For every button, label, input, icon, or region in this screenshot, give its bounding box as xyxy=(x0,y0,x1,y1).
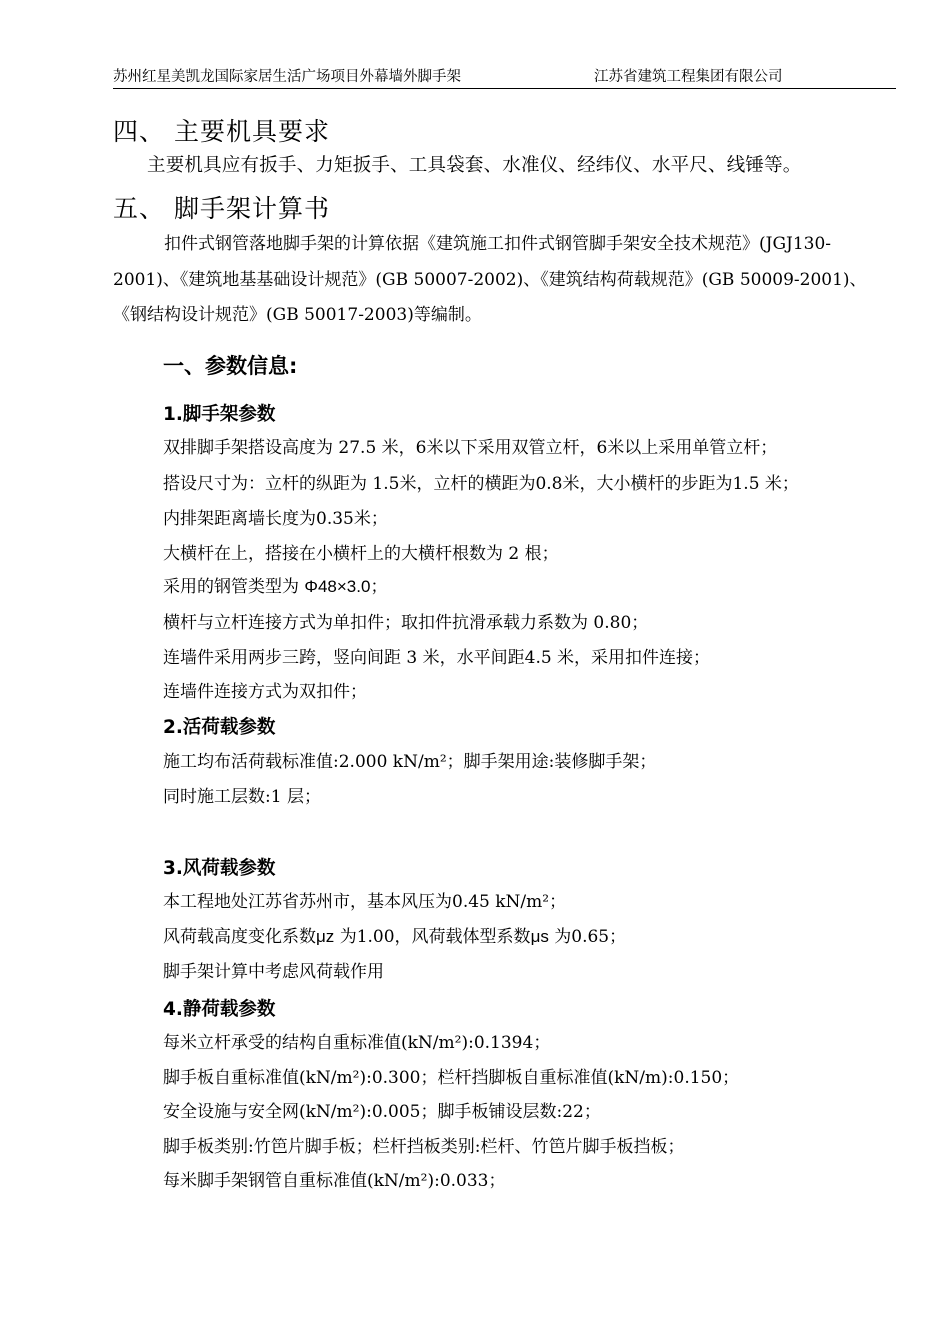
wind-load-line-1: 本工程地处江苏省苏州市，基本风压为0.45 kN/m²； xyxy=(163,892,567,912)
section-5-intro-line-3: 《钢结构设计规范》(GB 50017-2003)等编制。 xyxy=(113,305,482,325)
wind-height-label: 风荷载高度变化系数 xyxy=(163,927,316,947)
static-load-line-3: 安全设施与安全网(kN/m²):0.005；脚手板铺设层数:22； xyxy=(163,1102,601,1122)
scaffold-line-1: 双排脚手架搭设高度为 27.5 米，6米以下采用双管立杆，6米以上采用单管立杆； xyxy=(163,438,778,458)
mu-s-symbol: μs xyxy=(530,927,549,946)
scaffold-line-2: 搭设尺寸为：立杆的纵距为 1.5米，立杆的横距为0.8米，大小横杆的步距为1.5 米； xyxy=(163,474,799,494)
static-load-line-2: 脚手板自重标准值(kN/m²):0.300；栏杆挡脚板自重标准值(kN/m):0.150； xyxy=(163,1068,740,1088)
section-5-intro-line-1: 扣件式钢管落地脚手架的计算依据《建筑施工扣件式钢管脚手架安全技术规范》(JGJ130- xyxy=(164,234,832,254)
live-load-heading: 2.活荷载参数 xyxy=(163,717,276,738)
scaffold-line-3: 内排架距离墙长度为0.35米； xyxy=(163,509,388,529)
wind-shape-value: 为0.65； xyxy=(548,927,627,947)
scaffold-line-7: 连墙件连接方式为双扣件； xyxy=(163,682,367,702)
params-heading: 一、参数信息: xyxy=(163,354,298,378)
static-load-heading: 4.静荷载参数 xyxy=(163,999,276,1020)
section-5-title: 五、 脚手架计算书 xyxy=(113,194,330,223)
live-load-line-1: 施工均布活荷载标准值:2.000 kN/m²；脚手架用途:装修脚手架； xyxy=(163,752,657,772)
section-4-title: 四、 主要机具要求 xyxy=(113,117,330,146)
wind-load-heading: 3.风荷载参数 xyxy=(163,858,276,879)
static-load-line-4: 脚手板类别:竹笆片脚手板；栏杆挡板类别:栏杆、竹笆片脚手板挡板； xyxy=(163,1137,685,1157)
scaffold-line-4: 大横杆在上，搭接在小横杆上的大横杆根数为 2 根； xyxy=(163,544,559,564)
wind-height-value: 为1.00，风荷载体型系数 xyxy=(334,927,531,947)
scaffold-params-heading: 1.脚手架参数 xyxy=(163,404,276,425)
header-project-title: 苏州红星美凯龙国际家居生活广场项目外幕墙外脚手架 xyxy=(113,69,461,85)
wind-load-line-2 xyxy=(163,926,626,948)
wind-load-line-3: 脚手架计算中考虑风荷载作用 xyxy=(163,962,384,982)
scaffold-line-5: 横杆与立杆连接方式为单扣件；取扣件抗滑承载力系数为 0.80； xyxy=(163,613,649,633)
static-load-line-5: 每米脚手架钢管自重标准值(kN/m²):0.033； xyxy=(163,1171,506,1191)
scaffold-pipe-line xyxy=(163,576,387,598)
section-5-intro-line-2: 2001)、《建筑地基基础设计规范》(GB 50007-2002)、《建筑结构荷载规范》(GB 50009-2001)、 xyxy=(113,270,867,290)
scaffold-line-6: 连墙件采用两步三跨，竖向间距 3 米，水平间距4.5 米，采用扣件连接； xyxy=(163,648,711,668)
page-header xyxy=(113,66,896,89)
live-load-line-2: 同时施工层数:1 层； xyxy=(163,787,321,807)
static-load-line-1: 每米立杆承受的结构自重标准值(kN/m²):0.1394； xyxy=(163,1033,551,1053)
section-4-body: 主要机具应有扳手、力矩扳手、工具袋套、水准仪、经纬仪、水平尺、线锤等。 xyxy=(147,155,802,176)
mu-z-symbol: μz xyxy=(316,927,335,946)
header-company-name: 江苏省建筑工程集团有限公司 xyxy=(594,69,783,85)
pipe-type-value: Φ48×3.0 xyxy=(304,577,371,596)
pipe-type-label: 采用的钢管类型为 xyxy=(163,577,305,597)
pipe-type-suffix: ； xyxy=(370,577,388,597)
